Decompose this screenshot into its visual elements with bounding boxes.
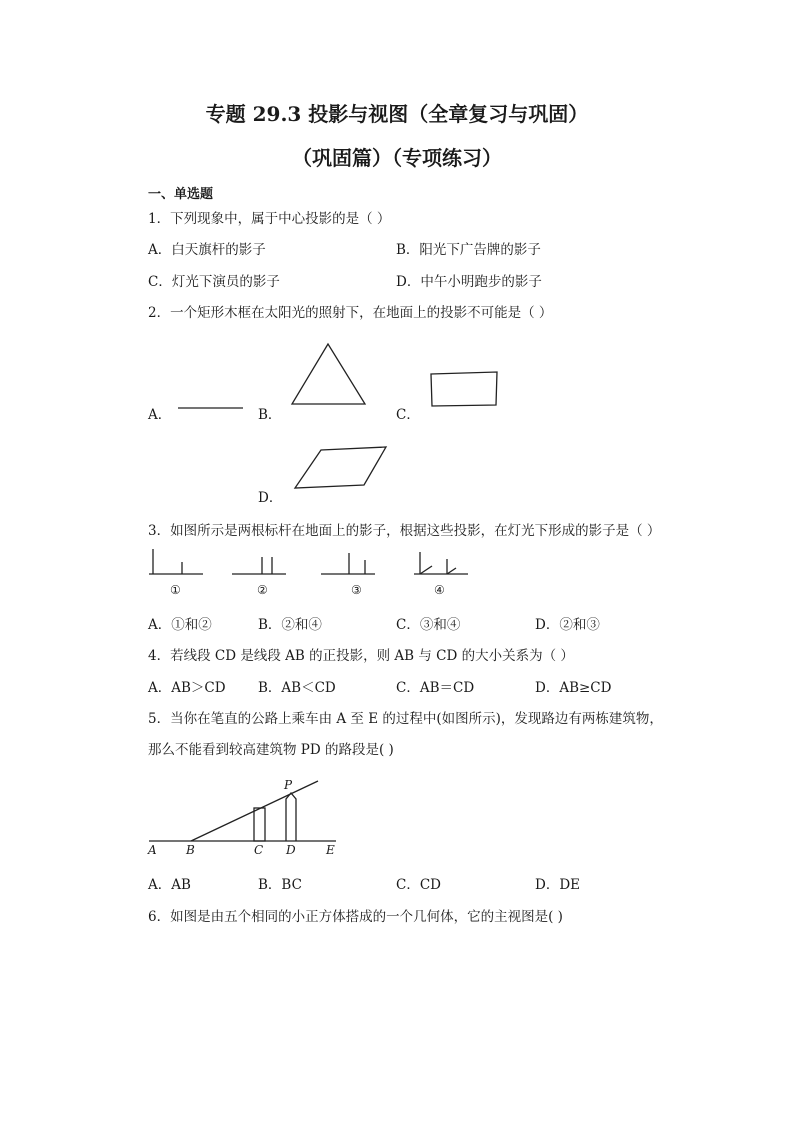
- q4-option-b: B．AB＜CD: [258, 680, 336, 696]
- q5-stem-line1: 5．当你在笔直的公路上乘车由 A 至 E 的过程中(如图所示)，发现路边有两栋建筑物，: [148, 711, 663, 727]
- q5-option-b: B．BC: [258, 877, 302, 893]
- q5-option-c: C．CD: [396, 877, 441, 893]
- q5-label-b: B: [186, 843, 195, 857]
- q6-stem: 6．如图是由五个相同的小正方体搭成的一个几何体，它的主视图是( ): [148, 909, 563, 925]
- q1-option-c: C．灯光下演员的影子: [148, 274, 280, 290]
- q4-option-a: A．AB＞CD: [148, 680, 226, 696]
- q3-option-c: C．③和④: [396, 617, 461, 633]
- q5-label-d: D: [286, 843, 296, 857]
- q1-stem: 1．下列现象中，属于中心投影的是（ ）: [148, 211, 391, 227]
- q3-figure-label-2: ②: [257, 583, 268, 597]
- q3-stem: 3．如图所示是两根标杆在地面上的影子，根据这些投影，在灯光下形成的影子是（ ）: [148, 523, 661, 539]
- q5-tall-building: [286, 793, 296, 841]
- page-subtitle: （巩固篇）（专项练习）: [292, 146, 502, 170]
- q5-short-building: [254, 808, 265, 841]
- q1-option-a: A．白天旗杆的影子: [148, 242, 266, 258]
- q5-option-d: D．DE: [535, 877, 581, 893]
- q1-option-b: B．阳光下广告牌的影子: [396, 242, 541, 258]
- q5-stem-line2: 那么不能看到较高建筑物 PD 的路段是( ): [148, 742, 394, 758]
- q2-label-b: B．: [258, 407, 282, 423]
- q1-option-d: D．中午小明跑步的影子: [396, 274, 542, 290]
- q3-option-d: D．②和③: [535, 617, 600, 633]
- q4-stem: 4．若线段 CD 是线段 AB 的正投影，则 AB 与 CD 的大小关系为（ ）: [148, 648, 574, 664]
- q3-option-b: B．②和④: [258, 617, 322, 633]
- page-title: 专题 29.3 投影与视图（全章复习与巩固）: [205, 102, 589, 126]
- q3-figure-label-3: ③: [351, 583, 362, 597]
- q2-stem: 2．一个矩形木框在太阳光的照射下，在地面上的投影不可能是（ ）: [148, 305, 553, 321]
- q2-label-d: D．: [258, 490, 283, 506]
- q5-label-a: A: [148, 843, 157, 857]
- q4-option-d: D．AB≥CD: [535, 680, 612, 696]
- section-heading: 一、单选题: [148, 187, 214, 202]
- q3-option-a: A．①和②: [148, 617, 212, 633]
- q5-option-a: A．AB: [148, 877, 191, 893]
- q3-figure-label-4: ④: [434, 583, 445, 597]
- q5-label-c: C: [254, 843, 264, 857]
- q5-label-e: E: [326, 843, 335, 857]
- q3-figure-label-1: ①: [170, 583, 181, 597]
- q4-option-c: C．AB＝CD: [396, 680, 475, 696]
- q2-label-c: C．: [396, 407, 420, 423]
- q2-label-a: A．: [148, 407, 172, 423]
- q5-label-p: P: [284, 778, 293, 792]
